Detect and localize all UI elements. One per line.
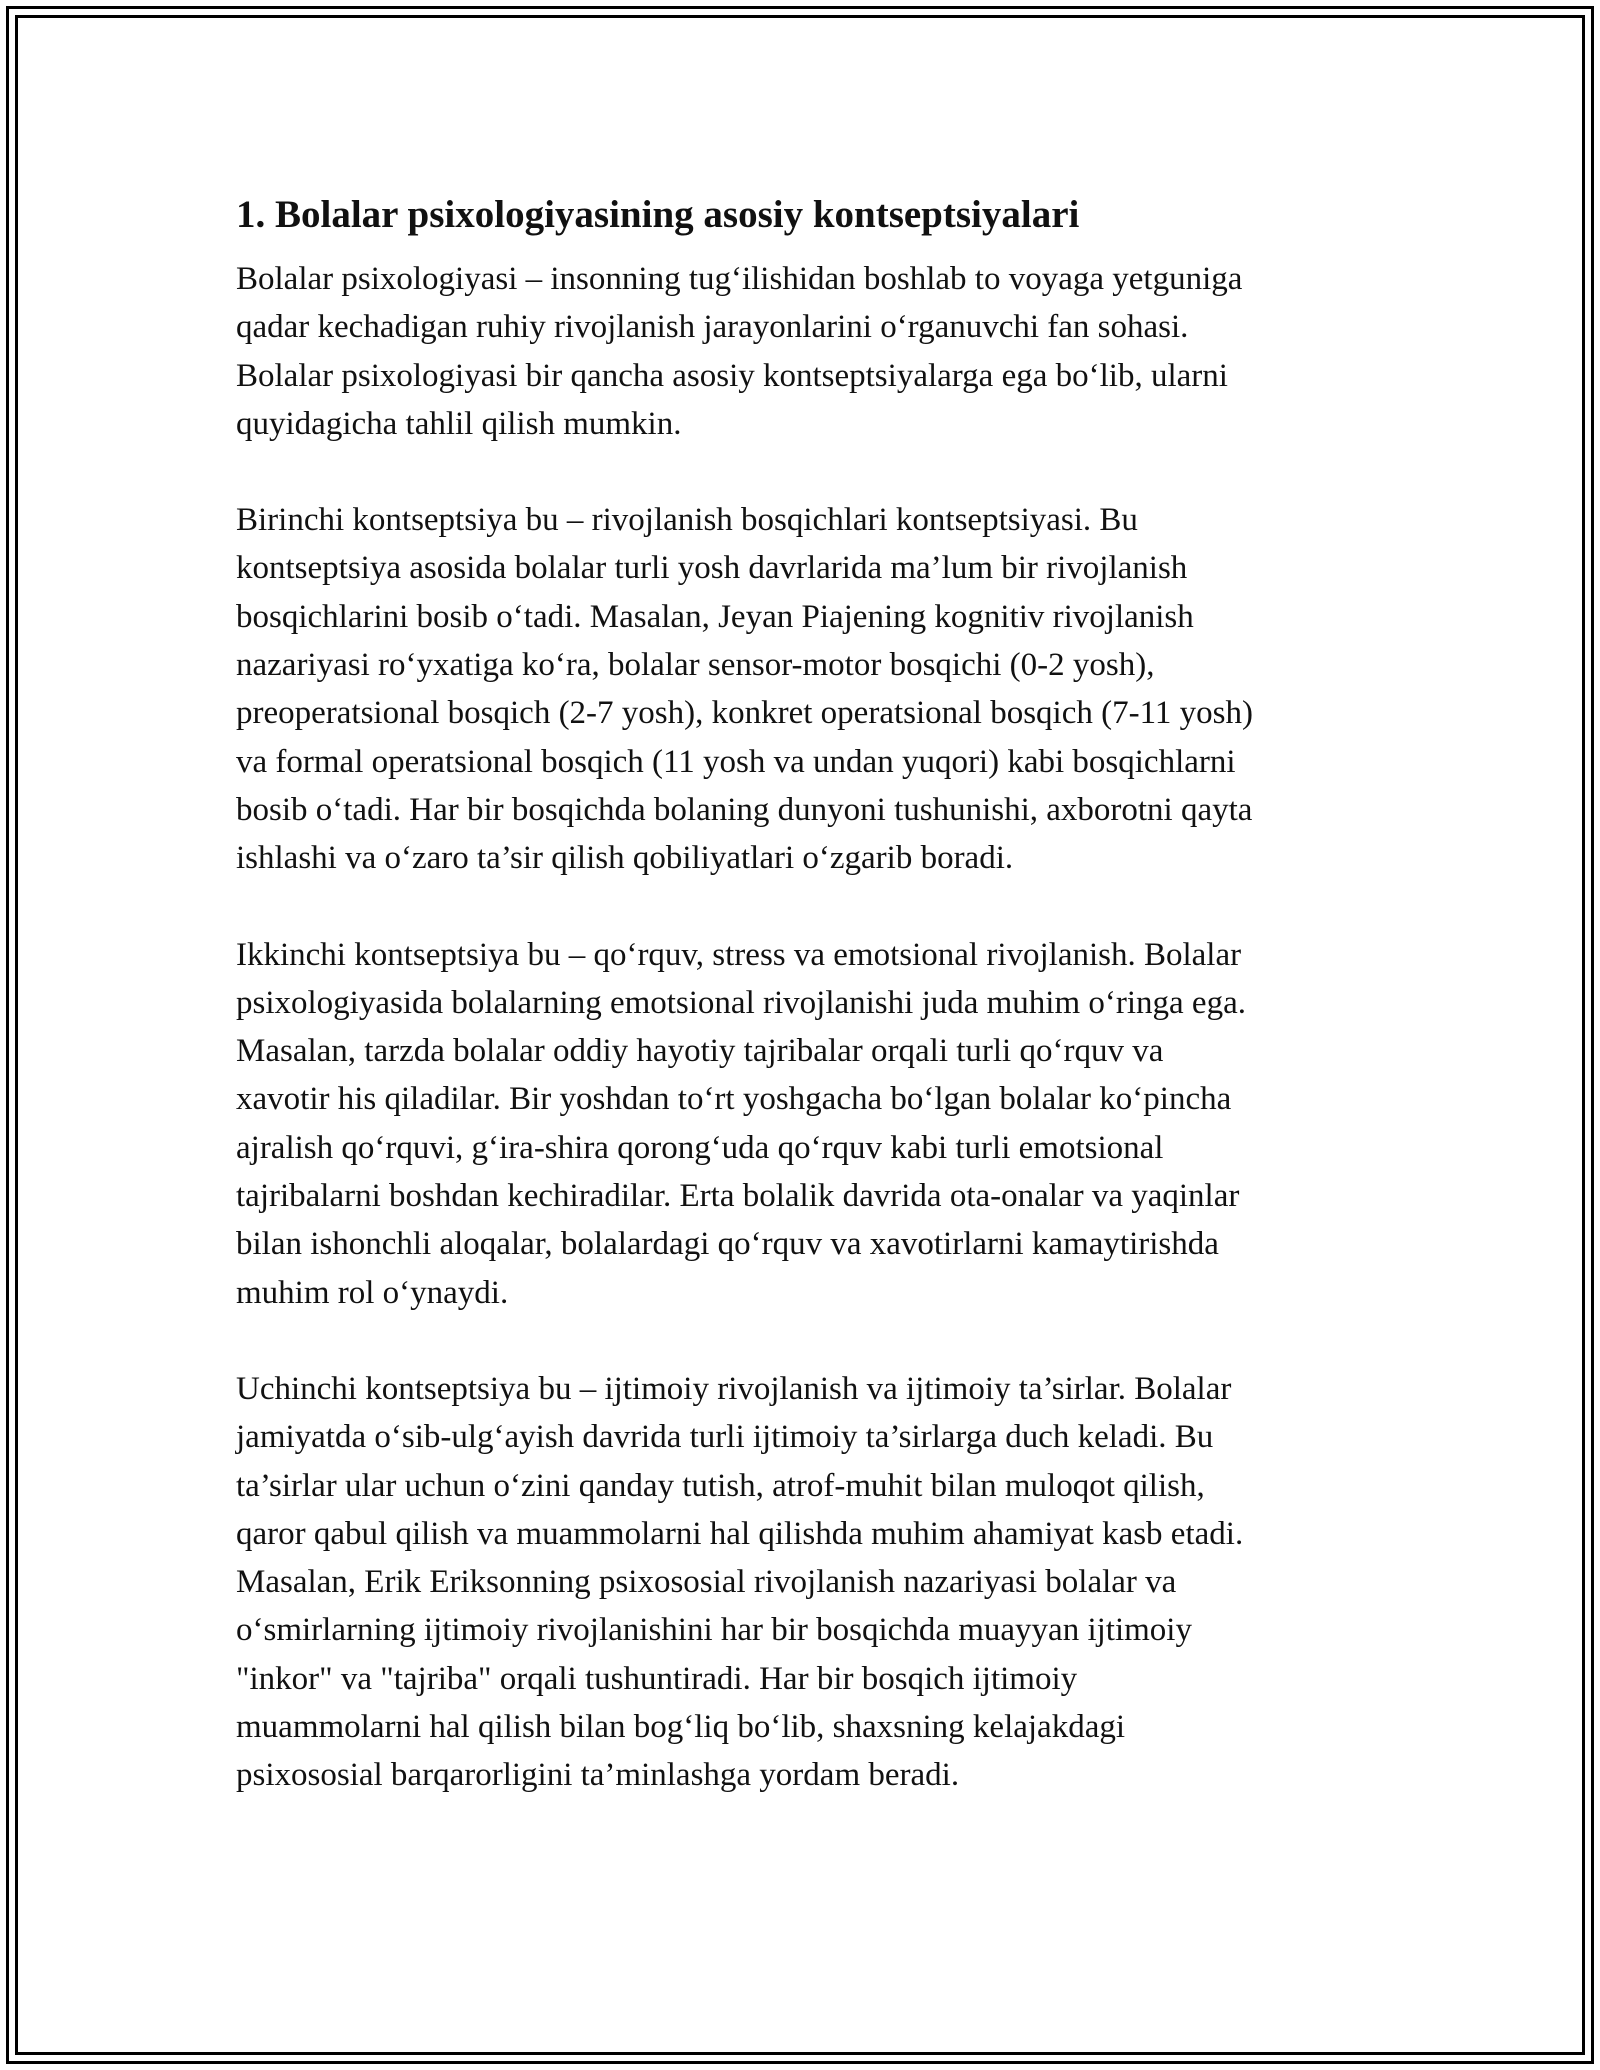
text-line: qadar kechadigan ruhiy rivojlanish jarayonlarini o‘rganuvchi fan sohasi.: [236, 309, 1189, 346]
text-line: o‘smirlarning ijtimoiy rivojlanishini har bir bosqichda muayyan ijtimoiy: [236, 1612, 1192, 1649]
document-body: [236, 185, 1376, 1800]
text-line: bosqichlarini bosib o‘tadi. Masalan, Jeyan Piajening kognitiv rivojlanish: [236, 598, 1194, 635]
paragraph-third-concept: [236, 1365, 1376, 1800]
text-line: bosib o‘tadi. Har bir bosqichda bolaning dunyoni tushunishi, axborotni qayta: [236, 791, 1253, 828]
text-line: tajribalarni boshdan kechiradilar. Erta bolalik davrida ota-onalar va yaqinlar: [236, 1178, 1240, 1215]
paragraph-first-concept: [236, 496, 1376, 882]
text-line: xavotir his qiladilar. Bir yoshdan to‘rt yoshgacha bo‘lgan bolalar ko‘pincha: [236, 1081, 1232, 1118]
text-line: kontseptsiya asosida bolalar turli yosh davrlarida ma’lum bir rivojlanish: [236, 550, 1188, 587]
text-line: jamiyatda o‘sib-ulg‘ayish davrida turli ijtimoiy ta’sirlarga duch keladi. Bu: [236, 1419, 1214, 1456]
text-line: Uchinchi kontseptsiya bu – ijtimoiy rivojlanish va ijtimoiy ta’sirlar. Bolalar: [236, 1370, 1232, 1407]
text-line: "inkor" va "tajriba" orqali tushuntiradi. Har bir bosqich ijtimoiy: [236, 1660, 1078, 1697]
text-line: bilan ishonchli aloqalar, bolalardagi qo‘rquv va xavotirlarni kamaytirishda: [236, 1226, 1219, 1263]
text-line: ishlashi va o‘zaro ta’sir qilish qobiliyatlari o‘zgarib boradi.: [236, 840, 1014, 877]
text-line: ajralish qo‘rquvi, g‘ira-shira qorong‘uda qo‘rquv kabi turli emotsional: [236, 1129, 1164, 1166]
text-line: psixososial barqarorligini ta’minlashga yordam beradi.: [236, 1757, 960, 1794]
text-line: Ikkinchi kontseptsiya bu – qo‘rquv, stress va emotsional rivojlanish. Bolalar: [236, 936, 1242, 973]
text-line: Birinchi kontseptsiya bu – rivojlanish bosqichlari kontseptsiyasi. Bu: [236, 502, 1138, 539]
text-line: Masalan, tarzda bolalar oddiy hayotiy tajribalar orqali turli qo‘rquv va: [236, 1033, 1164, 1070]
section-heading: 1. Bolalar psixologiyasining asosiy kontseptsiyalari: [236, 193, 1080, 236]
text-line: Bolalar psixologiyasi – insonning tug‘ilishidan boshlab to voyaga yetguniga: [236, 261, 1243, 297]
text-line: Masalan, Erik Eriksonning psixososial rivojlanish nazariyasi bolalar va: [236, 1564, 1177, 1601]
text-line: muammolarni hal qilish bilan bog‘liq bo‘lib, shaxsning kelajakdagi: [236, 1709, 1126, 1746]
text-line: psixologiyasida bolalarning emotsional rivojlanishi juda muhim o‘ringa ega.: [236, 984, 1246, 1021]
text-line: nazariyasi ro‘yxatiga ko‘ra, bolalar sensor-motor bosqichi (0-2 yosh),: [236, 647, 1155, 684]
paragraph-intro: [236, 255, 1376, 448]
text-line: va formal operatsional bosqich (11 yosh va undan yuqori) kabi bosqichlarni: [236, 743, 1236, 780]
paragraph-second-concept: [236, 931, 1376, 1317]
text-line: qaror qabul qilish va muammolarni hal qilishda muhim ahamiyat kasb etadi.: [236, 1515, 1244, 1552]
text-line: Bolalar psixologiyasi bir qancha asosiy kontseptsiyalarga ega bo‘lib, ularni: [236, 357, 1228, 394]
text-line: ta’sirlar ular uchun o‘zini qanday tutish, atrof-muhit bilan muloqot qilish,: [236, 1467, 1205, 1504]
text-line: quyidagicha tahlil qilish mumkin.: [236, 405, 682, 442]
text-line: preoperatsional bosqich (2-7 yosh), konkret operatsional bosqich (7-11 yosh): [236, 695, 1253, 732]
text-line: muhim rol o‘ynaydi.: [236, 1274, 509, 1311]
